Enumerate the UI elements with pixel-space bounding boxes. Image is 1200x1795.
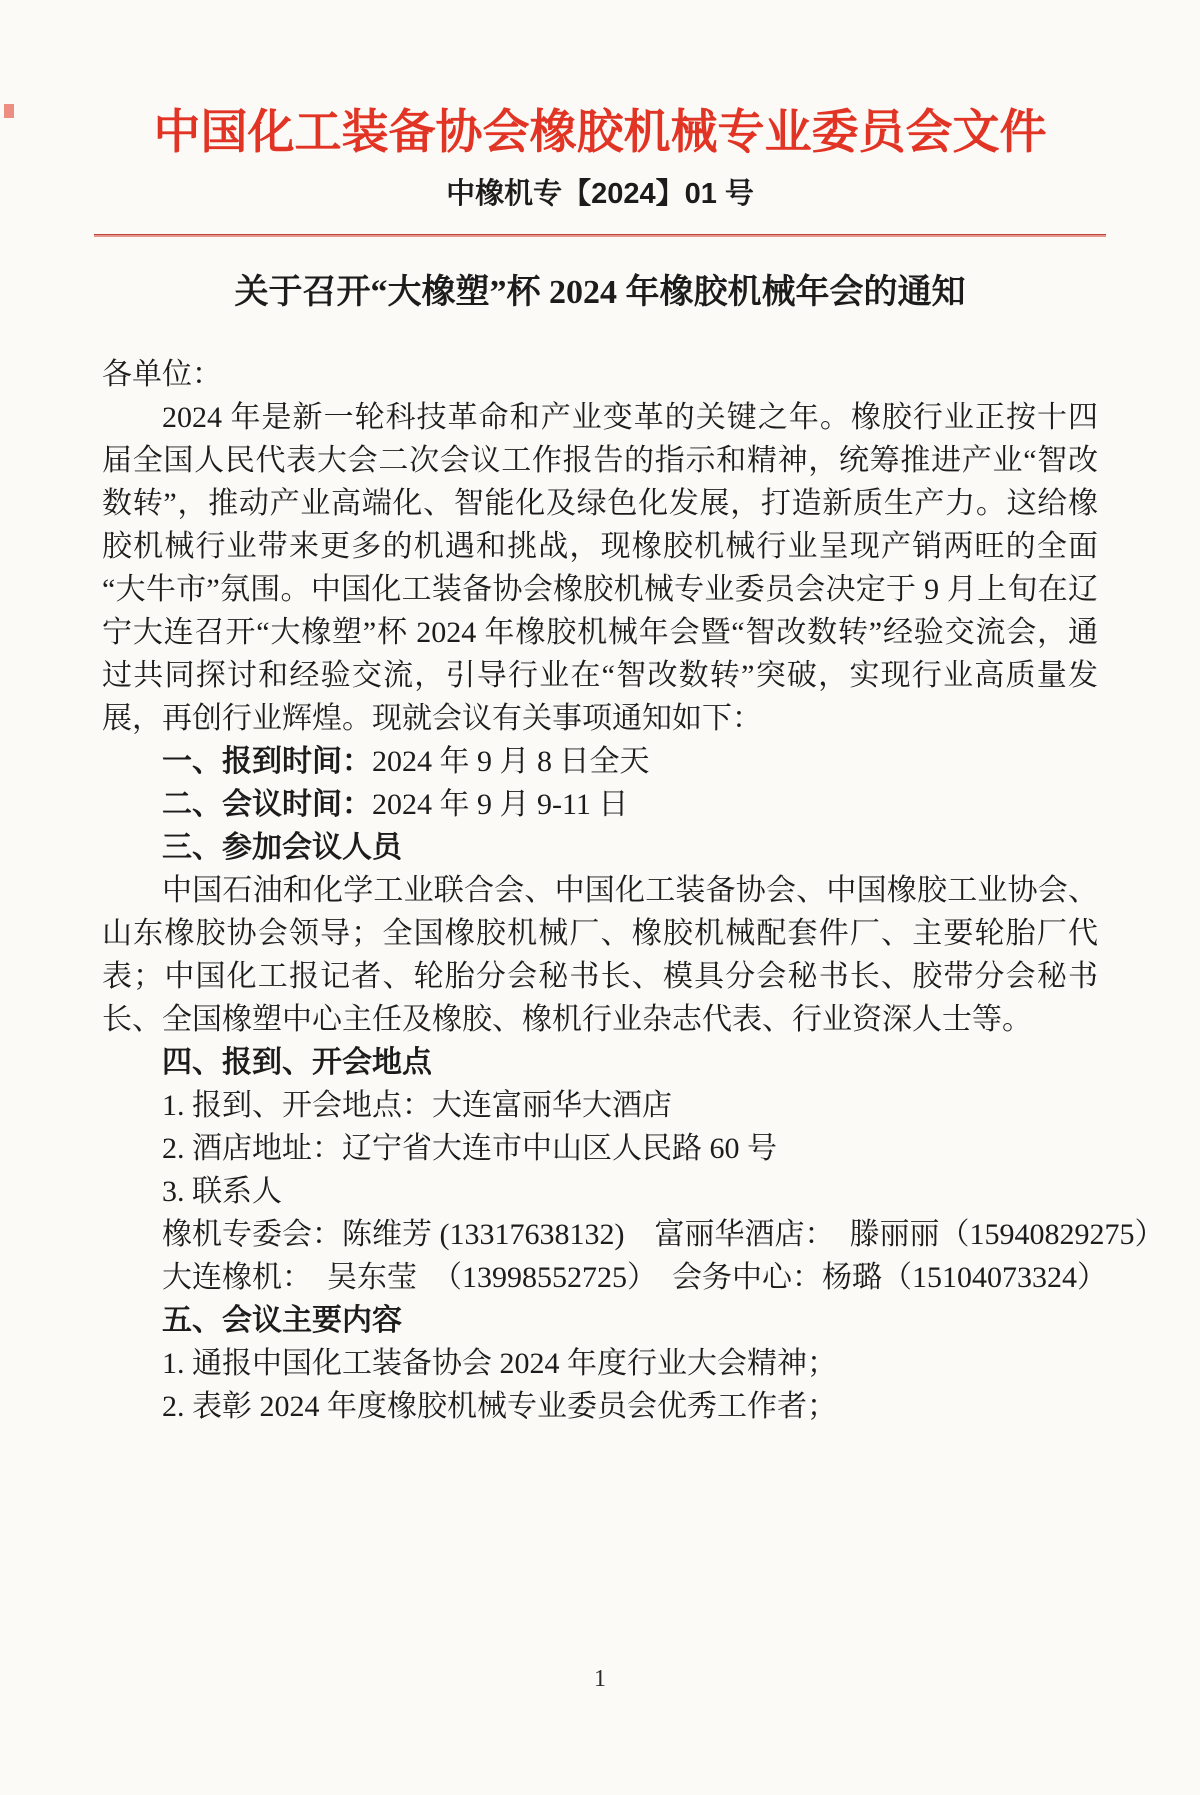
page-number: 1 bbox=[594, 1666, 606, 1692]
item-report-time bbox=[102, 740, 1098, 783]
salutation: 各单位： bbox=[102, 358, 222, 392]
doc-title: 关于召开“大橡塑”杯 2024 年橡胶机械年会的通知 bbox=[234, 274, 966, 312]
location-item-venue: 1. 报到、开会地点：大连富丽华大酒店 bbox=[162, 1089, 672, 1123]
section-heading-agenda: 五、会议主要内容 bbox=[162, 1304, 402, 1338]
contact-line-committee-hotel: 橡机专委会：陈维芳 (13317638132) 富丽华酒店： 滕丽丽（15940829275） bbox=[162, 1218, 1165, 1252]
document-page bbox=[0, 100, 1200, 1428]
location-item-contacts-label: 3. 联系人 bbox=[162, 1175, 282, 1209]
item-report-time-label: 一、报到时间： bbox=[162, 745, 372, 779]
agenda-item-report: 1. 通报中国化工装备协会 2024 年度行业大会精神； bbox=[162, 1347, 837, 1381]
item-meeting-time-value: 2024 年 9 月 9-11 日 bbox=[372, 788, 629, 822]
contact-line-dalian-center: 大连橡机： 吴东莹 （13998552725） 会务中心：杨璐（15104073324） bbox=[162, 1261, 1107, 1295]
doc-number: 中橡机专【2024】01 号 bbox=[446, 178, 754, 211]
intro-paragraph: 2024 年是新一轮科技革命和产业变革的关键之年。橡胶行业正按十四届全国人民代表大会二次会议工作报告的指示和精神，统筹推进产业“智改数转”，推动产业高端化、智能化及绿色化发展，打造新质生产力。这给橡胶机械行业带来更多的机遇和挑战，现橡胶机械行业呈现产销两旺的全面“大牛市”氛围。中国化工装备协会橡胶机械专业委员会决定于 9 月上旬在辽宁大连召开“大橡塑”杯 2024 年橡胶机械年会暨“智改数转”经验交流会，通过共同探讨和经验交流，引导行业在“智改数转”突破，实现行业高质量发展，再创行业辉煌。现就会议有关事项通知如下： bbox=[102, 401, 1098, 736]
scan-artifact bbox=[4, 104, 14, 118]
doc-body bbox=[102, 353, 1165, 1428]
item-meeting-time-label: 二、会议时间： bbox=[162, 788, 372, 822]
item-meeting-time bbox=[102, 783, 1098, 826]
location-item-address: 2. 酒店地址：辽宁省大连市中山区人民路 60 号 bbox=[162, 1132, 777, 1166]
red-divider-rule bbox=[94, 234, 1106, 237]
item-report-time-value: 2024 年 9 月 8 日全天 bbox=[372, 745, 650, 779]
org-header-title: 中国化工装备协会橡胶机械专业委员会文件 bbox=[153, 105, 1047, 158]
section-heading-attendees: 三、参加会议人员 bbox=[162, 831, 402, 865]
attendees-paragraph: 中国石油和化学工业联合会、中国化工装备协会、中国橡胶工业协会、山东橡胶协会领导；全国橡胶机械厂、橡胶机械配套件厂、主要轮胎厂代表；中国化工报记者、轮胎分会秘书长、模具分会秘书长、胶带分会秘书长、全国橡塑中心主任及橡胶、橡机行业杂志代表、行业资深人士等。 bbox=[102, 874, 1098, 1037]
agenda-item-awards: 2. 表彰 2024 年度橡胶机械专业委员会优秀工作者； bbox=[162, 1390, 837, 1424]
section-heading-location: 四、报到、开会地点 bbox=[162, 1046, 432, 1080]
